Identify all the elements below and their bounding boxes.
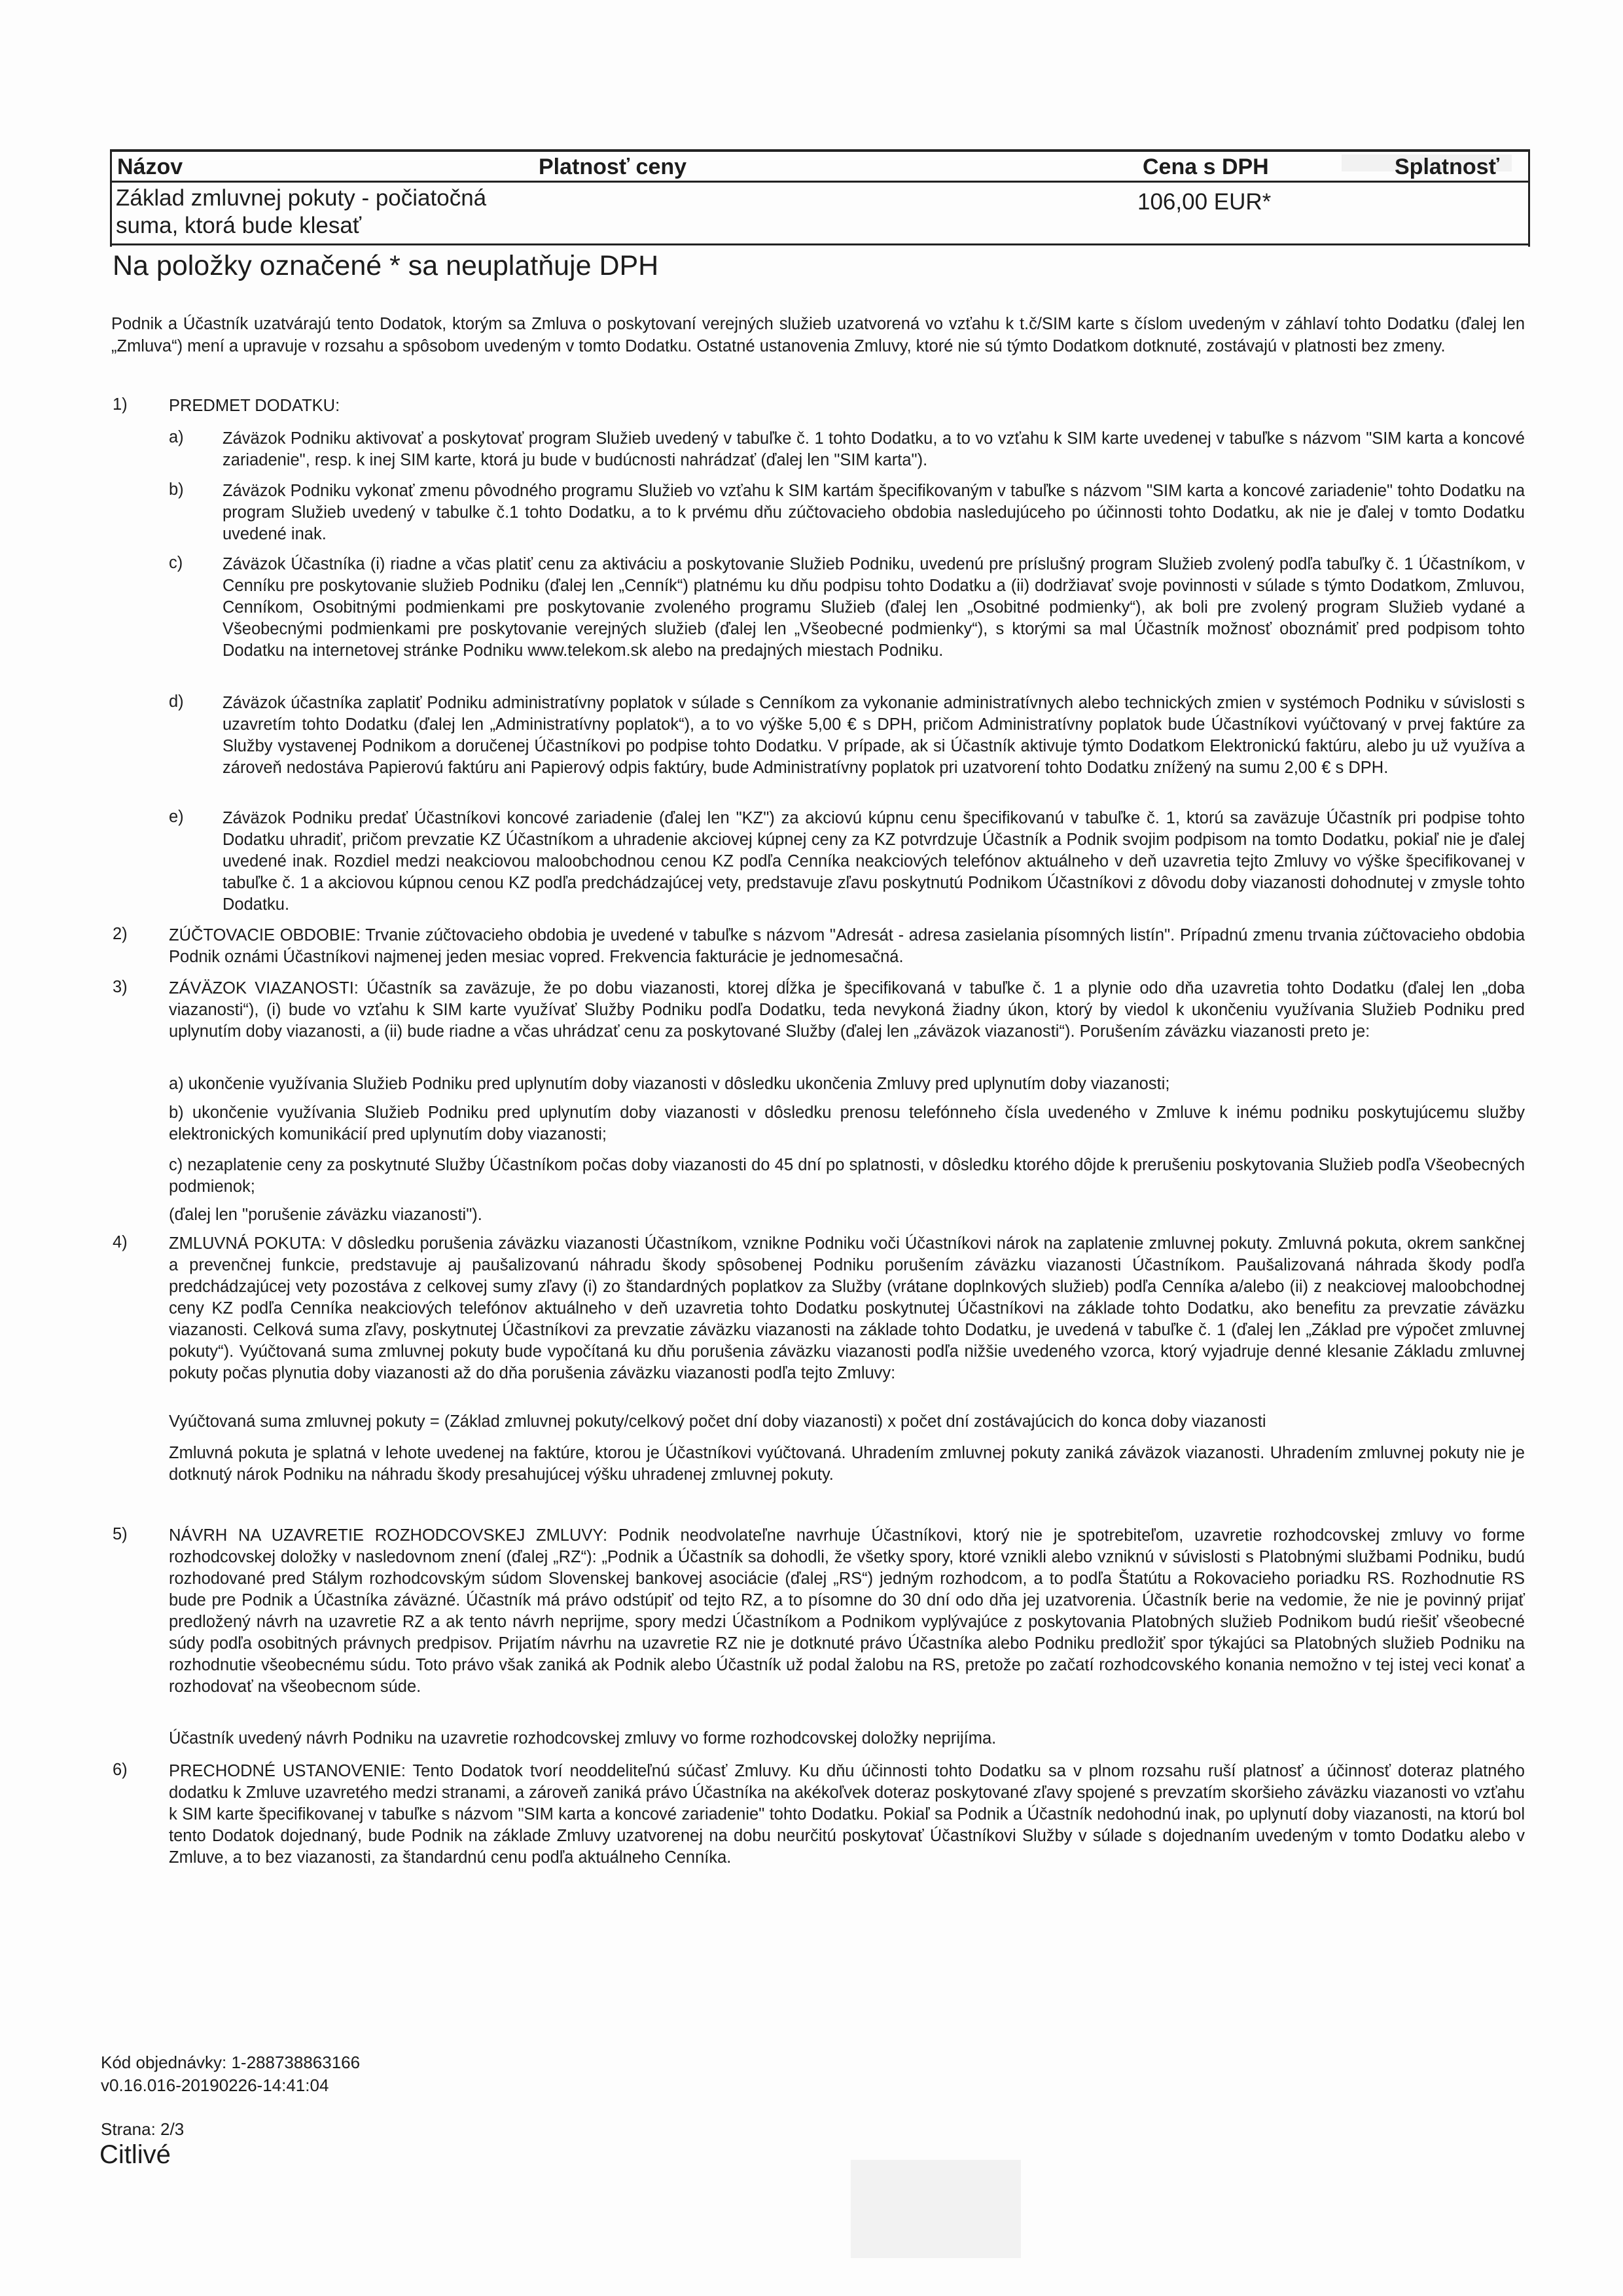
- header-name: Názov: [117, 154, 183, 179]
- section-3-item-b: b) ukončenie využívania Služieb Podniku pred uplynutím doby viazanosti v dôsledku prenosu telefónneho čísla uvedeného v Zmluve k inému podniku poskytujúcemu služby elektronických komunikácií pred uplynutím doby viazanosti;: [169, 1103, 1525, 1143]
- section-2-text: ZÚČTOVACIE OBDOBIE: Trvanie zúčtovacieho obdobia je uvedené v tabuľke s názvom "Adresát - adresa zasielania písomných listín". Prípadnú zmenu trvania zúčtovacieho obdobia Podnik oznámi Účastníkovi najmenej jeden mesiac vopred. Frekvencia fakturácie je jednomesačná.: [169, 926, 1525, 966]
- order-code: Kód objednávky: 1-288738863166: [101, 2053, 361, 2072]
- table-bottom-border: [110, 243, 1530, 245]
- item-a-text: Záväzok Podniku aktivovať a poskytovať program Služieb uvedený v tabuľke č. 1 tohto Dodatku, a to vo vzťahu k SIM karte uvedenej v tabuľke s názvom "SIM karta a koncové zariadenie", resp. k inej SIM karte, ktorá ju bude v budúcnosti nahrádzať (ďalej len "SIM karta").: [223, 429, 1525, 469]
- header-price: Cena s DPH: [1143, 154, 1269, 179]
- row-name-line2: suma, ktorá bude klesať: [116, 213, 361, 238]
- section-3-end: (ďalej len "porušenie záväzku viazanosti").: [169, 1206, 482, 1224]
- item-c-text: Záväzok Účastníka (i) riadne a včas platiť cenu za aktiváciu a poskytovanie Služieb Podniku, uvedenú pre príslušný program Služieb zvolený podľa tabuľky č. 1 Účastníkom, v Cenníku pre poskytovanie služieb Podniku (ďalej len „Cenník“) platnému ku dňu podpisu tohto Dodatku a (ii) dodržiavať svoje povinnosti v súlade s týmto Dodatkom, Zmluvou, Cenníkom, Osobitnými podmienkami pre poskytovanie zvoleného programu Služieb (ďalej len „Osobitné podmienky“), ak boli pre zvolený program Služieb vydané a Všeobecnými podmienkami pre poskytovanie verejných služieb (ďalej len „Všeobecné podmienky“), s ktorými sa mal Účastník možnosť oboznámiť pred podpisom tohto Dodatku na internetovej stránke Podniku www.telekom.sk alebo na predajných miestach Podniku.: [223, 555, 1525, 660]
- section-4-number: 4): [113, 1233, 128, 1251]
- row-name-line1: Základ zmluvnej pokuty - počiatočná: [116, 185, 487, 211]
- section-4-end: Zmluvná pokuta je splatná v lehote uvedenej na faktúre, ktorou je Účastníkovi vyúčtovaná. Uhradením zmluvnej pokuty zaniká záväzok viazanosti. Uhradením zmluvnej pokuty nie je dotknutý nárok Podniku na náhradu škody presahujúcej výšku uhradenej zmluvnej pokuty.: [169, 1444, 1525, 1484]
- section-3-text: ZÁVÄZOK VIAZANOSTI: Účastník sa zaväzuje, že po dobu viazanosti, ktorej dĺžka je špecifikovaná v tabuľke č. 1 a plynie odo dňa uzavretia tohto Dodatku (ďalej len „doba viazanosti“), (i) bude vo vzťahu k SIM karte využívať Služby Podniku podľa Dodatku, teda nevykoná žiadny úkon, ktorý by viedol k ukončeniu využívania Služieb Podniku pred uplynutím doby viazanosti, a (ii) bude riadne a včas uhrádzať cenu za poskytované Služby (ďalej len „záväzok viazanosti“). Porušením záväzku viazanosti preto je:: [169, 979, 1525, 1041]
- section-3-item-a: a) ukončenie využívania Služieb Podniku pred uplynutím doby viazanosti v dôsledku ukončenia Zmluvy pred uplynutím doby viazanosti;: [169, 1075, 1170, 1093]
- item-a-letter: a): [169, 428, 184, 446]
- section-5-text: NÁVRH NA UZAVRETIE ROZHODCOVSKEJ ZMLUVY: Podnik neodvolateľne navrhuje Účastníkovi, ktorý nie je spotrebiteľom, uzavretie rozhodcovskej zmluvy vo forme rozhodcovskej doložky v nasledovnom znení (ďalej „RZ“): „Podnik a Účastník sa dohodli, že všetky spory, ktoré vznikli alebo vzniknú v súvislosti s Platobnými službami Podniku, budú rozhodované pred Stálym rozhodcovským súdom Slovenskej bankovej asociácie (ďalej „RS“) jedným rozhodcom, a to podľa Štatútu a Rokovacieho poriadku RS. Rozhodnutie RS bude pre Podnik a Účastníka záväzné. Účastník má právo odstúpiť od tejto RZ, a to písomne do 30 dní odo dňa jej uzatvorenia. Účastník berie na vedomie, že nie je povinný prijať predložený návrh na uzavretie RZ a ak tento návrh neprijme, spory medzi Účastníkom a Podnikom vyplývajúce z poskytovania Platobných služieb Podnikom budú riešiť všeobecné súdy podľa osobitných právnych predpisov. Prijatím návrhu na uzavretie RZ nie je dotknuté právo Účastníka alebo Podniku predložiť spor týkajúci sa Platobných služieb Podniku na rozhodnutie všeobecnému súdu. Toto právo však zaniká ak Podnik alebo Účastník už podal žalobu na RS, pretože po začatí rozhodcovského konania nemožno v tej istej veci konať a rozhodovať na všeobecnom súde.: [169, 1526, 1525, 1696]
- section-5-end: Účastník uvedený návrh Podniku na uzavretie rozhodcovskej zmluvy vo forme rozhodcovskej doložky neprijíma.: [169, 1729, 997, 1748]
- section-6-number: 6): [113, 1761, 128, 1779]
- section-6-text: PRECHODNÉ USTANOVENIE: Tento Dodatok tvorí neoddeliteľnú súčasť Zmluvy. Ku dňu účinnosti tohto Dodatku sa v plnom rozsahu ruší platnosť a účinnosť doteraz platného dodatku k Zmluve uzavretého medzi stranami, a zároveň zaniká právo Účastníka na akékoľvek doteraz poskytované zľavy spojené s prevzatím skoršieho záväzku viazanosti vo vzťahu k SIM karte špecifikovanej v tabuľke s názvom "SIM karta a koncové zariadenie" tohto Dodatku. Pokiaľ sa Podnik a Účastník nedohodnú inak, po uplynutí doby viazanosti, na ktorú bol tento Dodatok dojednaný, bude Podnik na základe Zmluvy uzatvorenej na dobu neurčitú poskytovať Účastníkovi Služby v súlade s dojednaním uvedeným v tomto Dodatku alebo v Zmluve, a to bez viazanosti, za štandardnú cenu podľa aktuálneho Cenníka.: [169, 1762, 1525, 1867]
- page-number: Strana: 2/3: [101, 2119, 185, 2139]
- item-d-text: Záväzok účastníka zaplatiť Podniku administratívny poplatok v súlade s Cenníkom za vykonanie administratívnych alebo technických zmien v systémoch Podniku v súvislosti s uzavretím tohto Dodatku (ďalej len „Administratívny poplatok“), a to vo výške 5,00 € s DPH, pričom Administratívny poplatok bude Účastníkovi vyúčtovaný v prvej faktúre za Služby vystavenej Podnikom a doručenej Účastníkovi po podpise tohto Dodatku. V prípade, ak si Účastník aktivuje týmto Dodatkom Elektronickú faktúru, alebo ju už využíva a zároveň nedostáva Papierovú faktúru ani Papierový odpis faktúry, bude Administratívny poplatok pri uzatvorení tohto Dodatku znížený na sumu 2,00 € s DPH.: [223, 694, 1525, 777]
- item-b-text: Záväzok Podniku vykonať zmenu pôvodného programu Služieb vo vzťahu k SIM kartám špecifikovaným v tabuľke s názvom "SIM karta a koncové zariadenie" tohto Dodatku na program Služieb uvedený v tabulke č.1 tohto Dodatku, a to k prvému dňu zúčtovacieho obdobia nasledujúceho po účinnosti tohto Dodatku, ak nie je ďalej v tomto Dodatku uvedené inak.: [223, 482, 1525, 543]
- item-b-letter: b): [169, 480, 184, 499]
- header-validity: Platnosť ceny: [539, 154, 687, 179]
- vat-note: Na položky označené * sa neuplatňuje DPH: [113, 250, 659, 281]
- intro-paragraph: Podnik a Účastník uzatvárajú tento Dodatok, ktorým sa Zmluva o poskytovaní verejných služieb uzatvorená vo vzťahu k t.č/SIM karte s číslom uvedeným v záhlaví tohto Dodatku (ďalej len „Zmluva“) mení a upravuje v rozsahu a spôsobom uvedeným v tomto Dodatku. Ostatné ustanovenia Zmluvy, ktoré nie sú týmto Dodatkom dotknuté, zostávajú v platnosti bez zmeny.: [111, 315, 1525, 355]
- section-4-text: ZMLUVNÁ POKUTA: V dôsledku porušenia záväzku viazanosti Účastníkom, vznikne Podniku voči Účastníkovi nárok na zaplatenie zmluvnej pokuty. Zmluvná pokuta, okrem sankčnej a prevenčnej funkcie, predstavuje aj paušalizovanú náhradu škody spôsobenej Podniku porušením záväzku viazanosti Účastníkom. Paušalizovaná náhrada škody podľa predchádzajúcej vety pozostáva z celkovej sumy zľavy (i) zo štandardných poplatkov za Služby (vrátane doplnkových služieb) podľa Cenníka a/alebo (ii) z neakciovej maloobchodnej ceny KZ podľa Cenníka neakciových telefónov aktuálneho v deň uzavretia tohto Dodatku poskytnutej Účastníkovi na základe tohto Dodatku, ako benefitu za prevzatie záväzku viazanosti. Celková suma zľavy, poskytnutej Účastníkovi za prevzatie záväzku viazanosti na základe tohto Dodatku, je uvedená v tabuľke č. 1 (ďalej len „Základ pre výpočet zmluvnej pokuty“). Vyúčtovaná suma zmluvnej pokuty bude vypočítaná ku dňu porušenia záväzku viazanosti podľa nižšie uvedeného vzorca, ktorý vyjadruje denné klesanie Základu zmluvnej pokuty počas plynutia doby viazanosti až do dňa porušenia záväzku viazanosti podľa tejto Zmluvy:: [169, 1234, 1525, 1382]
- item-e-letter: e): [169, 808, 184, 826]
- item-c-letter: c): [169, 554, 183, 572]
- section-3-number: 3): [113, 978, 128, 996]
- section-1-title: PREDMET DODATKU:: [169, 397, 340, 415]
- penalty-formula: Vyúčtovaná suma zmluvnej pokuty = (Základ zmluvnej pokuty/celkový počet dní doby viazanosti) x počet dní zostávajúcich do konca doby viazanosti: [169, 1412, 1266, 1431]
- section-2-number: 2): [113, 925, 128, 943]
- row-price: 106,00 EUR*: [1137, 189, 1272, 215]
- item-e-text: Záväzok Podniku predať Účastníkovi koncové zariadenie (ďalej len "KZ") za akciovú kúpnu cenu špecifikovanú v tabuľke č. 1, ktorú sa zaväzuje Účastník pri podpise tohto Dodatku uhradiť, pričom prevzatie KZ Účastníkom a uhradenie akciovej kúpnej ceny za KZ potvrdzuje Účastník a Podnik svojim podpisom na tomto Dodatku, pokiaľ nie je ďalej uvedené inak. Rozdiel medzi neakciovou maloobchodnou cenou KZ podľa Cenníka neakciových telefónov aktuálneho v deň uzavretia tejto Zmluvy vo výške špecifikovanej v tabuľke č. 1 a akciovou kúpnou cenou KZ podľa predchádzajúcej vety, predstavuje zľavu poskytnutú Podnikom Účastníkovi z dôvodu doby viazanosti dohodnutej v zmysle tohto Dodatku.: [223, 809, 1525, 914]
- version-string: v0.16.016-20190226-14:41:04: [101, 2075, 329, 2095]
- section-3-item-c: c) nezaplatenie ceny za poskytnuté Služby Účastníkom počas doby viazanosti do 45 dní po splatnosti, v dôsledku ktorého dôjde k prerušeniu poskytovania Služieb podľa Všeobecných podmienok;: [169, 1156, 1525, 1196]
- scan-smudge: [851, 2160, 1021, 2258]
- price-table-header: [112, 152, 1528, 183]
- price-table: [110, 149, 1530, 247]
- item-d-letter: d): [169, 692, 184, 711]
- classification-label: Citlivé: [99, 2140, 171, 2169]
- section-5-number: 5): [113, 1525, 128, 1543]
- section-1-number: 1): [113, 395, 128, 414]
- header-due: Splatnosť: [1395, 154, 1499, 179]
